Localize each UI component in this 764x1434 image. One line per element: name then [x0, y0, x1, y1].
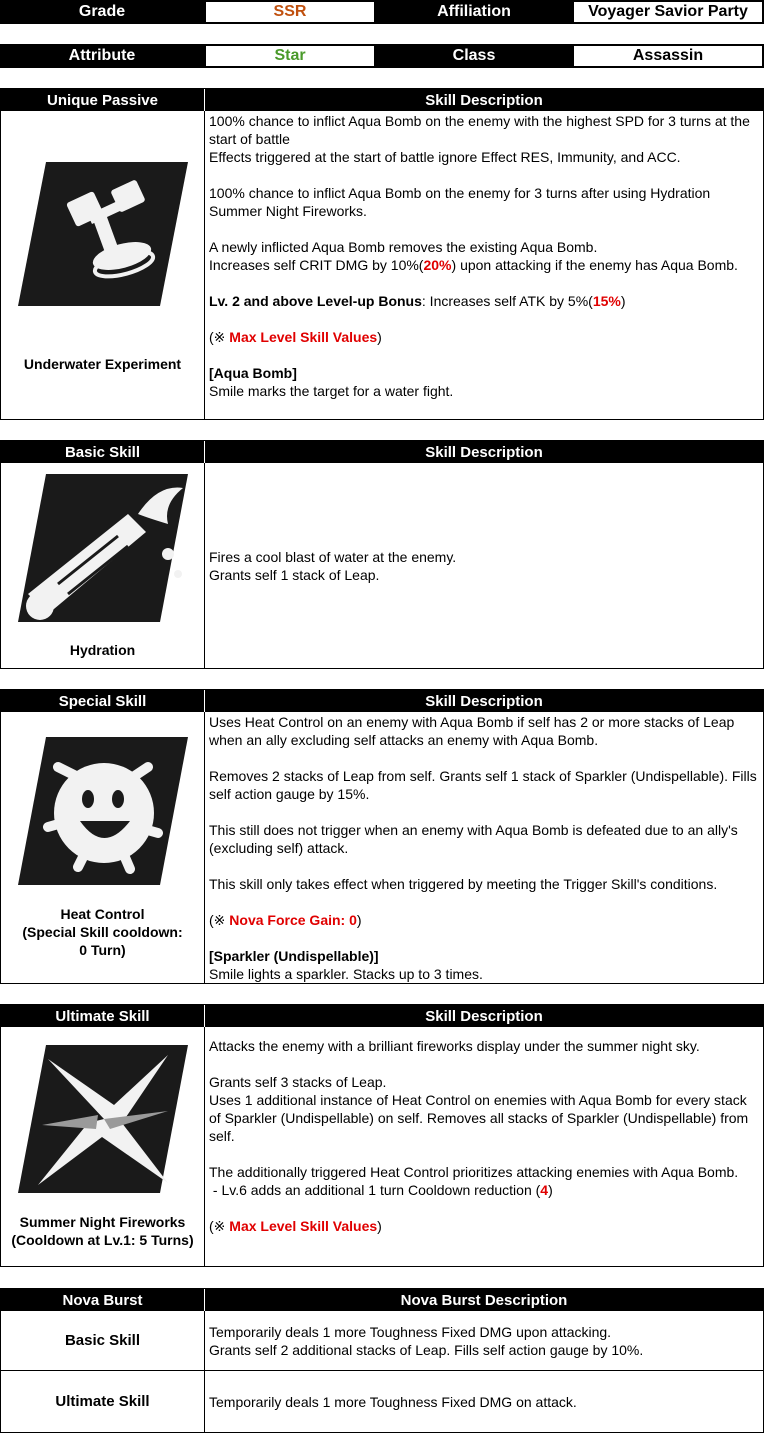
- info-row-grade: [0, 0, 764, 24]
- passive-header-left: Unique Passive: [1, 89, 205, 111]
- passive-desc-line: 100% chance to inflict Aqua Bomb on the enemy for 3 turns after using Hydration Summer Night Fireworks.: [209, 185, 711, 219]
- atk-max-value: 15%: [592, 293, 621, 309]
- basic-desc-line: Fires a cool blast of water at the enemy.: [209, 548, 457, 565]
- basic-header-left: Basic Skill: [1, 441, 205, 463]
- passive-desc-line: A newly inflicted Aqua Bomb removes the existing Aqua Bomb.: [209, 239, 598, 255]
- nova-header-right: Nova Burst Description: [400, 1291, 568, 1309]
- ultimate-skill-name: Summer Night Fireworks (Cooldown at Lv.1: 5 Turns): [11, 1213, 194, 1248]
- basic-description: [205, 463, 763, 668]
- special-skill-name: Heat Control (Special Skill cooldown: 0 Turn): [22, 905, 183, 958]
- crit-dmg-max-value: 20%: [423, 257, 452, 273]
- basic-section: [0, 440, 764, 669]
- cooldown-max-value: 4: [540, 1182, 549, 1198]
- passive-description: [205, 111, 763, 419]
- nova-row-ultimate: [1, 1371, 763, 1432]
- attribute-label: Attribute: [0, 44, 204, 68]
- grade-value: SSR: [204, 0, 376, 24]
- nova-ultimate-name: Ultimate Skill: [1, 1371, 205, 1432]
- special-name-cell: [1, 712, 205, 983]
- nova-header: [1, 1289, 763, 1311]
- hydration-water-gun-icon: [18, 474, 188, 622]
- passive-skill-name: Underwater Experiment: [23, 356, 182, 372]
- class-label: Class: [376, 44, 572, 68]
- nova-force-gain: Nova Force Gain: 0: [229, 912, 357, 928]
- ultimate-desc-line: Attacks the enemy with a brilliant fireworks display under the summer night sky.: [209, 1038, 700, 1054]
- nova-basic-name: Basic Skill: [1, 1311, 205, 1370]
- passive-desc-line: 100% chance to inflict Aqua Bomb on the enemy with the highest SPD for 3 turns at the start of battle: [209, 113, 750, 147]
- ultimate-name-cell: [1, 1027, 205, 1266]
- special-header: [1, 690, 763, 712]
- max-level-note: Max Level Skill Values: [229, 1218, 378, 1234]
- basic-name-cell: [1, 463, 205, 668]
- ultimate-header-right: Skill Description: [425, 1007, 543, 1025]
- ultimate-desc-line: Uses 1 additional instance of Heat Control on enemies with Aqua Bomb for every stack of Sparkler (Undispellable) on self. Removes all stacks of Sparkler (Undispellable) from self.: [209, 1092, 749, 1144]
- aqua-bomb-title: [Aqua Bomb]: [209, 365, 297, 381]
- nova-header-left: Nova Burst: [1, 1289, 205, 1311]
- passive-header-right: Skill Description: [425, 91, 543, 109]
- special-desc-line: This skill only takes effect when triggered by meeting the Trigger Skill's conditions.: [209, 876, 718, 892]
- basic-skill-name: Hydration: [69, 641, 136, 658]
- nova-basic-description: [205, 1311, 763, 1370]
- passive-header: [1, 89, 763, 111]
- passive-name-cell: [1, 111, 205, 419]
- ultimate-description: [205, 1027, 763, 1266]
- grade-label: Grade: [0, 0, 204, 24]
- level-up-bonus-label: Lv. 2 and above Level-up Bonus: [209, 293, 422, 309]
- passive-desc-line: Effects triggered at the start of battle ignore Effect RES, Immunity, and ACC.: [209, 149, 681, 165]
- special-desc-line: This still does not trigger when an enemy with Aqua Bomb is defeated due to an ally's (excluding self) attack.: [209, 822, 738, 856]
- nova-desc-line: Grants self 2 additional stacks of Leap. Fills self action gauge by 10%.: [209, 1341, 644, 1358]
- ultimate-desc-line: Grants self 3 stacks of Leap.: [209, 1074, 387, 1090]
- passive-section: [0, 88, 764, 420]
- passive-desc-line: Smile marks the target for a water fight.: [209, 383, 454, 399]
- nova-desc-line: Temporarily deals 1 more Toughness Fixed DMG on attack.: [209, 1393, 577, 1410]
- basic-header-right: Skill Description: [425, 443, 543, 461]
- ultimate-desc-line: The additionally triggered Heat Control prioritizes attacking enemies with Aqua Bomb.: [209, 1164, 739, 1180]
- ultimate-section: [0, 1004, 764, 1267]
- passive-desc-line: (※ Max Level Skill Values): [209, 329, 382, 345]
- ultimate-header: [1, 1005, 763, 1027]
- ultimate-header-left: Ultimate Skill: [1, 1005, 205, 1027]
- underwater-experiment-icon: [18, 158, 188, 306]
- passive-desc-line: Increases self CRIT DMG by 10%(20%) upon attacking if the enemy has Aqua Bomb.: [209, 257, 738, 273]
- special-section: [0, 689, 764, 984]
- nova-row-basic: [1, 1311, 763, 1371]
- affiliation-value: Voyager Savior Party: [572, 0, 764, 24]
- special-description: [205, 712, 763, 983]
- fireworks-burst-icon: [18, 1045, 188, 1193]
- sparkler-title: [Sparkler (Undispellable)]: [209, 948, 379, 964]
- special-desc-line: Removes 2 stacks of Leap from self. Grants self 1 stack of Sparkler (Undispellable). Fills self action gauge by 15%.: [209, 768, 757, 802]
- basic-header: [1, 441, 763, 463]
- ultimate-desc-line: (※ Max Level Skill Values): [209, 1218, 382, 1234]
- affiliation-label: Affiliation: [376, 0, 572, 24]
- info-row-attribute: [0, 44, 764, 68]
- special-desc-line: (※ Nova Force Gain: 0): [209, 912, 362, 928]
- special-header-left: Special Skill: [1, 690, 205, 712]
- nova-desc-line: Temporarily deals 1 more Toughness Fixed DMG upon attacking.: [209, 1323, 612, 1340]
- max-level-note: Max Level Skill Values: [229, 329, 378, 345]
- special-desc-line: Uses Heat Control on an enemy with Aqua Bomb if self has 2 or more stacks of Leap when an ally excluding self attacks an enemy with Aqua Bomb.: [209, 714, 735, 748]
- basic-desc-line: Grants self 1 stack of Leap.: [209, 566, 380, 583]
- special-header-right: Skill Description: [425, 692, 543, 710]
- attribute-value: Star: [204, 44, 376, 68]
- heat-control-smile-icon: [18, 737, 188, 885]
- passive-desc-line: Lv. 2 and above Level-up Bonus: Increases self ATK by 5%(15%): [209, 293, 626, 309]
- class-value: Assassin: [572, 44, 764, 68]
- nova-ultimate-description: [205, 1371, 763, 1432]
- nova-section: [0, 1288, 764, 1433]
- ultimate-desc-line: - Lv.6 adds an additional 1 turn Cooldown reduction (4): [209, 1182, 553, 1198]
- special-desc-line: Smile lights a sparkler. Stacks up to 3 times.: [209, 966, 483, 982]
